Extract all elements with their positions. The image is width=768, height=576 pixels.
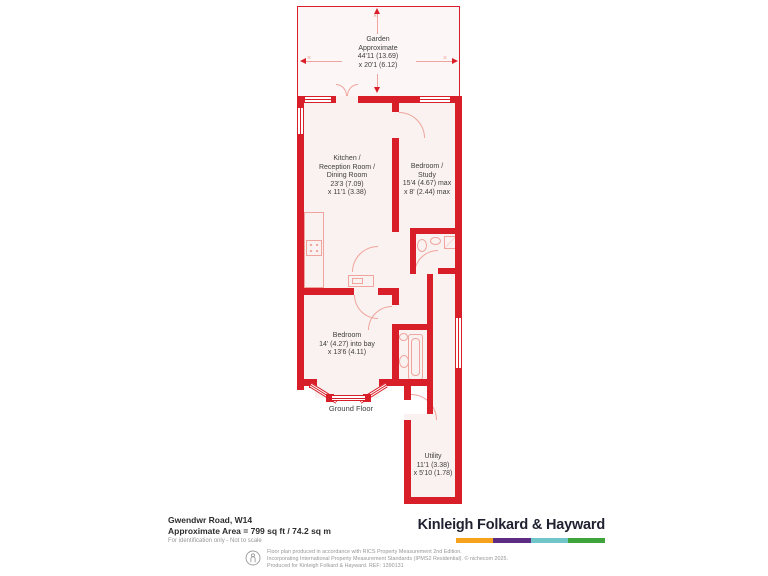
brand-bar-teal [531, 538, 568, 543]
bedroom-label: Bedroom 14' (4.27) into bay x 13'6 (4.11) [319, 332, 375, 357]
window [420, 96, 450, 103]
basin-icon [399, 333, 408, 341]
brand-bar-green [568, 538, 605, 543]
brand-name: Kinleigh Folkard & Hayward [417, 517, 605, 533]
disclaimer-block [267, 549, 508, 569]
garden-name: Garden [366, 36, 390, 43]
dimension-arrow-right-icon [452, 58, 458, 64]
wall-segment [438, 268, 462, 274]
window [455, 318, 462, 368]
window [305, 96, 331, 103]
bay-window [332, 395, 365, 401]
bath-icon [408, 334, 423, 380]
address-block [168, 515, 331, 544]
dimension-line [377, 14, 378, 34]
ground-floor-label: Ground Floor [328, 404, 374, 413]
wall-segment [404, 386, 411, 400]
nichecom-person-icon [245, 550, 261, 571]
wall-segment [378, 288, 399, 295]
wall-segment [392, 103, 399, 112]
hob-icon [306, 240, 322, 256]
wall-segment [410, 228, 462, 234]
dimension-cross-mark: × [307, 55, 312, 62]
brand-bar-purple [493, 538, 530, 543]
kitchen-label: Kitchen / Reception Room / Dining Room 23'3 (7.09) x 11'1 (3.38) [318, 155, 376, 197]
toilet-icon [417, 239, 427, 252]
disclaimer-line: Produced for Kinleigh Folkard & Hayward. REF: 1390131 [267, 562, 404, 569]
disclaimer-line: Incorporating International Property Measurement Standards (IPMS2 Residential). © nichecom 2025. [267, 555, 508, 562]
wall-segment [392, 324, 433, 330]
wall-segment [427, 274, 433, 414]
garden-label: Garden Approximate 44'11 (13.69) x 20'1 (6.12) [318, 36, 438, 70]
dimension-line [377, 74, 378, 87]
wall-segment [455, 96, 462, 504]
area-line: Approximate Area = 799 sq ft / 74.2 sq m [168, 525, 331, 536]
dimension-cross-mark: × [373, 13, 378, 20]
wall-segment [386, 379, 433, 386]
wall-segment [410, 268, 416, 274]
wall-segment [410, 234, 416, 268]
wall-segment [404, 497, 462, 504]
identification-note: For identification only - Not to scale [168, 538, 262, 544]
dimension-cross-mark: × [443, 55, 448, 62]
wall-segment [297, 288, 354, 295]
dimension-arrow-down-icon [374, 87, 380, 93]
brand-color-bar [456, 538, 605, 543]
utility-label: Utility 11'1 (3.38) x 5'10 (1.78) [413, 453, 453, 478]
bedroom-study-label: Bedroom / Study 15'4 (4.67) max x 8' (2.44) max [402, 163, 452, 196]
sink-icon [348, 275, 374, 287]
brand-bar-orange [456, 538, 493, 543]
wall-segment [392, 295, 399, 305]
basin-icon [430, 237, 441, 245]
toilet-icon [399, 355, 409, 368]
window [297, 108, 304, 134]
address-line: Gwendwr Road, W14 [168, 515, 253, 525]
disclaimer-line: Floor plan produced in accordance with RICS Property Measurement 2nd Edition. [267, 549, 462, 555]
